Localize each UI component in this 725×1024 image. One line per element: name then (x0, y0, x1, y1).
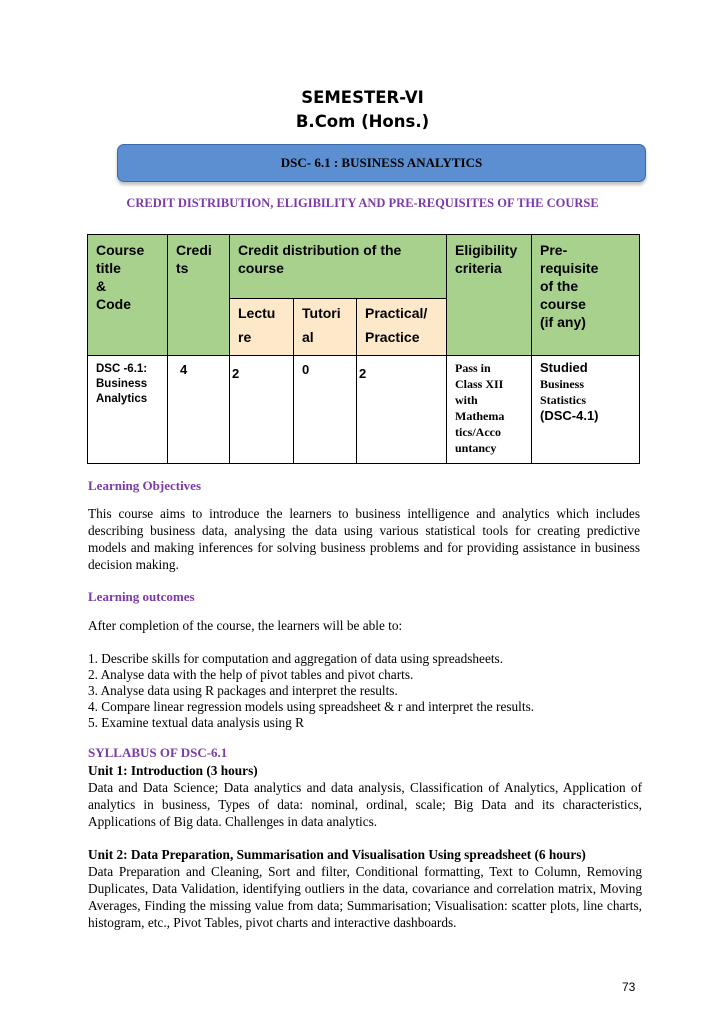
header-practical: Practical/ Practice (357, 299, 447, 356)
header-tutorial: Tutori al (294, 299, 357, 356)
program-title: B.Com (Hons.) (295, 112, 430, 131)
list-item: 3. Analyse data using R packages and interpret the results. (88, 683, 398, 698)
cell-prerequisite: Studied Business Statistics (DSC-4.1) (532, 356, 640, 464)
syllabus-heading: SYLLABUS OF DSC-6.1 (88, 745, 228, 760)
header-course-title-code: Course title & Code (88, 235, 168, 356)
unit2-title: Unit 2: Data Preparation, Summarisation and Visualisation Using spreadsheet (6 hours) (88, 847, 586, 862)
header-prerequisite: Pre- requisite of the course (if any) (532, 235, 640, 356)
cell-credits: 4 (168, 356, 230, 464)
learning-objectives-text: This course aims to introduce the learners to business intelligence and analytics which includes describing business data, analysing the data using various statistical tools for creating predictive models and making inferences for solving business problems and for providing assistance in business decision making. (88, 506, 640, 572)
credit-distribution-table (87, 234, 640, 464)
list-item: 4. Compare linear regression models using spreadsheet & r and interpret the results. (88, 699, 535, 714)
cell-tutorial: 0 (294, 356, 357, 464)
course-banner-label: DSC- 6.1 : BUSINESS ANALYTICS (280, 155, 483, 170)
header-eligibility: Eligibility criteria (447, 235, 532, 356)
learning-outcomes-list (88, 651, 648, 731)
cell-eligibility: Pass in Class XII with Mathema tics/Acco untancy (447, 356, 532, 464)
list-item: 2. Analyse data with the help of pivot tables and pivot charts. (88, 667, 414, 682)
header-credits: Credi ts (168, 235, 230, 356)
unit2-text: Data Preparation and Cleaning, Sort and filter, Conditional formatting, Text to Column, Removing Duplicates, Data Validation, identifying outliers in the data, covariance and correlation matrix, Moving Averages, Finding the missing value from data; Summarisation; Visualisation: scatter plots, line charts, histogram, etc., Pivot Tables, pivot charts and interactive dashboards. (88, 864, 642, 930)
header-lecture: Lectu re (230, 299, 294, 356)
cell-lecture: 2 (230, 356, 294, 464)
header-credit-distribution: Credit distribution of the course (230, 235, 447, 299)
unit1-text: Data and Data Science; Data analytics and data analysis, Classification of Analytics, Application of analytics in business, Types of data: nominal, ordinal, scale; Big Data and its characteristics, Applications of Big data. Challenges in data analytics. (88, 780, 642, 829)
learning-outcomes-heading: Learning outcomes (88, 589, 195, 604)
unit1-title: Unit 1: Introduction (3 hours) (88, 763, 258, 778)
page-number: 73 (622, 980, 636, 994)
cell-practical: 2 (357, 356, 447, 464)
course-banner (117, 144, 646, 182)
list-item: 1. Describe skills for computation and aggregation of data using spreadsheets. (88, 651, 504, 666)
learning-outcomes-intro: After completion of the course, the learners will be able to: (88, 618, 403, 633)
cell-course-code: DSC -6.1: Business Analytics (88, 356, 168, 464)
credit-distribution-heading: CREDIT DISTRIBUTION, ELIGIBILITY AND PRE-REQUISITES OF THE COURSE (126, 196, 599, 210)
semester-title: SEMESTER-VI (301, 88, 424, 107)
list-item: 5. Examine textual data analysis using R (88, 715, 305, 730)
learning-objectives-heading: Learning Objectives (88, 478, 202, 493)
